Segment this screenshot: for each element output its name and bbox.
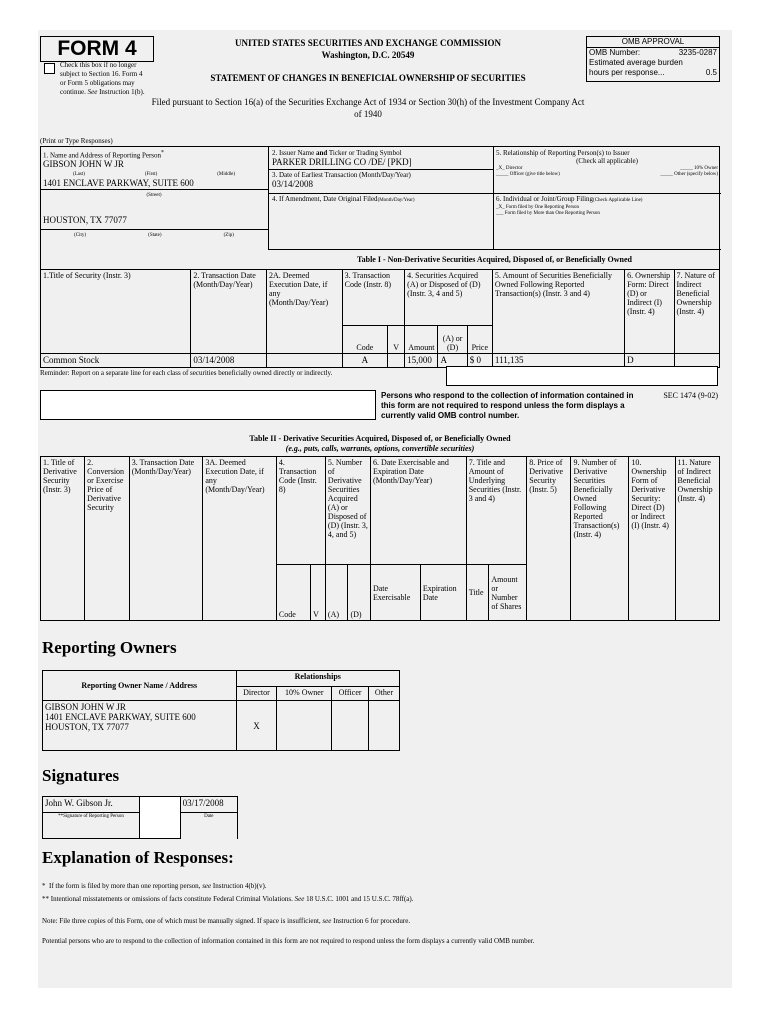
omb-title: OMB APPROVAL — [587, 37, 719, 48]
reminder-text: Reminder: Report on a separate line for each class of securities beneficially owned directly or indirectly. — [40, 369, 333, 377]
omb-burden: Estimated average burden — [589, 58, 683, 67]
one-person-option[interactable]: _X_ Form filed by One Reporting Person — [496, 205, 580, 210]
box2-issuer: 2. Issuer Name and Ticker or Trading Symbol PARKER DRILLING CO /DE/ [PKD] — [272, 149, 490, 167]
signature-date: 03/17/2008 — [180, 797, 237, 813]
omb-approval-box — [586, 36, 720, 82]
signatures-table: John W. Gibson Jr. 03/17/2008 **Signature of Reporting Person Date — [42, 796, 238, 839]
table1-non-derivative: 1.Title of Security (Instr. 3) 2. Transaction Date (Month/Day/Year) 2A. Deemed Execution Date, if any (Month/Day/Year) 3. Transaction Code (Instr. 8) 4. Securities Acquired (A) or Disposed of (D) (Instr. 3, 4 and 5) 5. Amount of Securities Beneficially Owned Following Reported Transaction(s) (Instr. 3 and 4) 6. Ownership Form: Direct (D) or Indirect (I) (Instr. 4) 7. Nature of Indirect Beneficial Ownership (Instr. 4) Code V Amount (A) or (D) Price Common Stock 03/14/2008 A 15,000 A $ 0 111,135 D — [40, 269, 720, 368]
issuer-name: PARKER DRILLING CO /DE/ [PKD] — [272, 157, 412, 167]
omb-number: OMB Number: 3235-0287 — [589, 48, 717, 57]
explanation-note-1: * If the form is filed by more than one reporting person, see Instruction 4(b)(v). — [42, 882, 267, 890]
agency-location: Washington, D.C. 20549 — [321, 50, 415, 60]
sec-form-number: SEC 1474 (9-02) — [663, 391, 718, 400]
reporting-owners-heading: Reporting Owners — [42, 638, 177, 657]
box1-reporting-person: 1. Name and Address of Reporting Person* GIBSON JOHN W JR (Last) (First) (Middle) 1401 ENCLAVE PARKWAY, SUITE 600 — [43, 149, 265, 188]
box3-earliest-transaction: 3. Date of Earliest Transaction (Month/Day/Year) 03/14/2008 — [272, 171, 490, 189]
table2-subtitle: (e.g., puts, calls, warrants, options, convertible securities) — [285, 444, 475, 453]
signer-name: John W. Gibson Jr. — [43, 797, 140, 813]
reporting-owners-table: Reporting Owner Name / Address Relationships Director 10% Owner Officer Other GIBSON JOHN W JR 1401 ENCLAVE PARKWAY, SUITE 600 HOUSTON, TX 77077 X — [42, 670, 400, 751]
agency-title: UNITED STATES SECURITIES AND EXCHANGE COMMISSION — [235, 38, 501, 48]
director-checkbox[interactable]: _X_ Director — [496, 166, 523, 171]
reminder-blank-box — [446, 366, 718, 386]
table2-derivative: 1. Title of Derivative Security (Instr. 3) 2. Conversion or Exercise Price of Derivative Security 3. Transaction Date (Month/Day/Year) 3A. Deemed Execution Date, if any (Month/Day/Year) 4. Transaction Code (Instr. 8) 5. Number of Derivative Securities Acquired (A) or Disposed of (D) (Instr. 3, 4, and 5) 6. Date Exercisable and Expiration Date (Month/Day/Year) 7. Title and Amount of Underlying Securities (Instr. 3 and 4) 8. Price of Derivative Security (Instr. 5) 9. Number of Derivative Securities Beneficially Owned Following Reported Transaction(s) (Instr. 4) 10. Ownership Form of Derivative Security: Direct (D) or Indirect (I) (Instr. 4) 11. Nature of Indirect Beneficial Ownership (Instr. 4) Code V (A) (D) Date Exercisable Expiration Date Title Amount or Number of Shares — [40, 456, 720, 621]
box4-amendment: 4. If Amendment, Date Original Filed(Month/Day/Year) — [272, 195, 415, 203]
reporting-owner-row: GIBSON JOHN W JR 1401 ENCLAVE PARKWAY, SUITE 600 HOUSTON, TX 77077 X — [43, 701, 400, 751]
persons-respond-text: Persons who respond to the collection of information contained in this form are not required to respond unless the form displays a currently valid OMB control number. — [381, 391, 634, 420]
more-person-option[interactable]: ___ Form filed by More than One Reporting Person — [496, 211, 600, 216]
table2-title: Table II - Derivative Securities Acquired, Disposed of, or Beneficially Owned — [249, 434, 511, 443]
top-section: 1. Name and Address of Reporting Person* GIBSON JOHN W JR (Last) (First) (Middle) 1401 ENCLAVE PARKWAY, SUITE 600 (Street) HOUSTON, TX 77077 (City) (State) (Zip) 2. Issuer Name and Ticker or Trading Symbol PARKER DRILLING CO /DE/ [PKD] 3. Date of Earliest Transaction (Month/Day/Year) 03/14/2008 4. If Amendment, Date Original Filed(Month/Day/Year) 5. Relationship of Reporting Person(s) to Issuer (Check all applicable) _X_ Director _____ 10% Owner _____ Officer (give title below) _____ Other (specify below) 6. Individual or Joint/Group Filing(Check Applicable Line) _X_ Form filed by One Reporting Person ___ Form filed by More than One Reporting Person Table I - Non-Derivative Securities Acquired, Disposed of, or Beneficially Owned — [40, 146, 720, 270]
explanation-note-4: Potential persons who are to respond to the collection of information contained in this form are not required to respond unless the form displays a currently valid OMB number. — [42, 937, 535, 945]
other-checkbox[interactable]: _____ Other (specify below) — [660, 172, 718, 177]
signatures-heading: Signatures — [42, 766, 120, 785]
no-longer-subject-checkbox[interactable] — [44, 63, 55, 74]
form-page — [38, 30, 732, 988]
print-type-note: (Print or Type Responses) — [40, 137, 113, 145]
table1-row: Common Stock 03/14/2008 A 15,000 A $ 0 111,135 D — [41, 354, 720, 368]
reminder-left-box — [40, 390, 376, 420]
explanation-note-2: ** Intentional misstatements or omissions of facts constitute Federal Criminal Violations. See 18 U.S.C. 1001 and 15 U.S.C. 78ff(a). — [42, 895, 414, 903]
ten-pct-checkbox[interactable]: _____ 10% Owner — [680, 166, 718, 171]
reporting-person-name: GIBSON JOHN W JR — [43, 159, 124, 170]
explanation-heading: Explanation of Responses: — [42, 848, 234, 867]
checkbox-text: Check this box if no longer subject to Section 16. Form 4 or Form 5 obligations may continue. See Instruction 1(b). — [60, 61, 145, 96]
box5-relationship: 5. Relationship of Reporting Person(s) to Issuer (Check all applicable) _X_ Director _____ 10% Owner _____ Officer (give title below) _____ Other (specify below) — [496, 149, 718, 177]
form-title: FORM 4 — [40, 36, 154, 62]
table1-title: Table I - Non-Derivative Securities Acquired, Disposed of, or Beneficially Owned — [357, 255, 632, 264]
reporting-person-address: 1401 ENCLAVE PARKWAY, SUITE 600 — [43, 178, 194, 189]
omb-hours: hours per response... 0.5 — [589, 68, 717, 77]
filed-pursuant: Filed pursuant to Section 16(a) of the Securities Exchange Act of 1934 or Section 30(h) of the Investment Company Act of 1940 — [151, 97, 585, 119]
officer-checkbox[interactable]: _____ Officer (give title below) — [496, 172, 560, 177]
statement-title: STATEMENT OF CHANGES IN BENEFICIAL OWNERSHIP OF SECURITIES — [210, 73, 526, 83]
box6-filing: 6. Individual or Joint/Group Filing(Check Applicable Line) _X_ Form filed by One Reporting Person ___ Form filed by More than One Reporting Person — [496, 195, 718, 217]
reporting-person-city: HOUSTON, TX 77077 — [43, 215, 127, 225]
earliest-transaction-date: 03/14/2008 — [272, 179, 314, 189]
explanation-note-3: Note: File three copies of this Form, one of which must be manually signed. If space is insufficient, see Instruction 6 for procedure. — [42, 917, 411, 925]
